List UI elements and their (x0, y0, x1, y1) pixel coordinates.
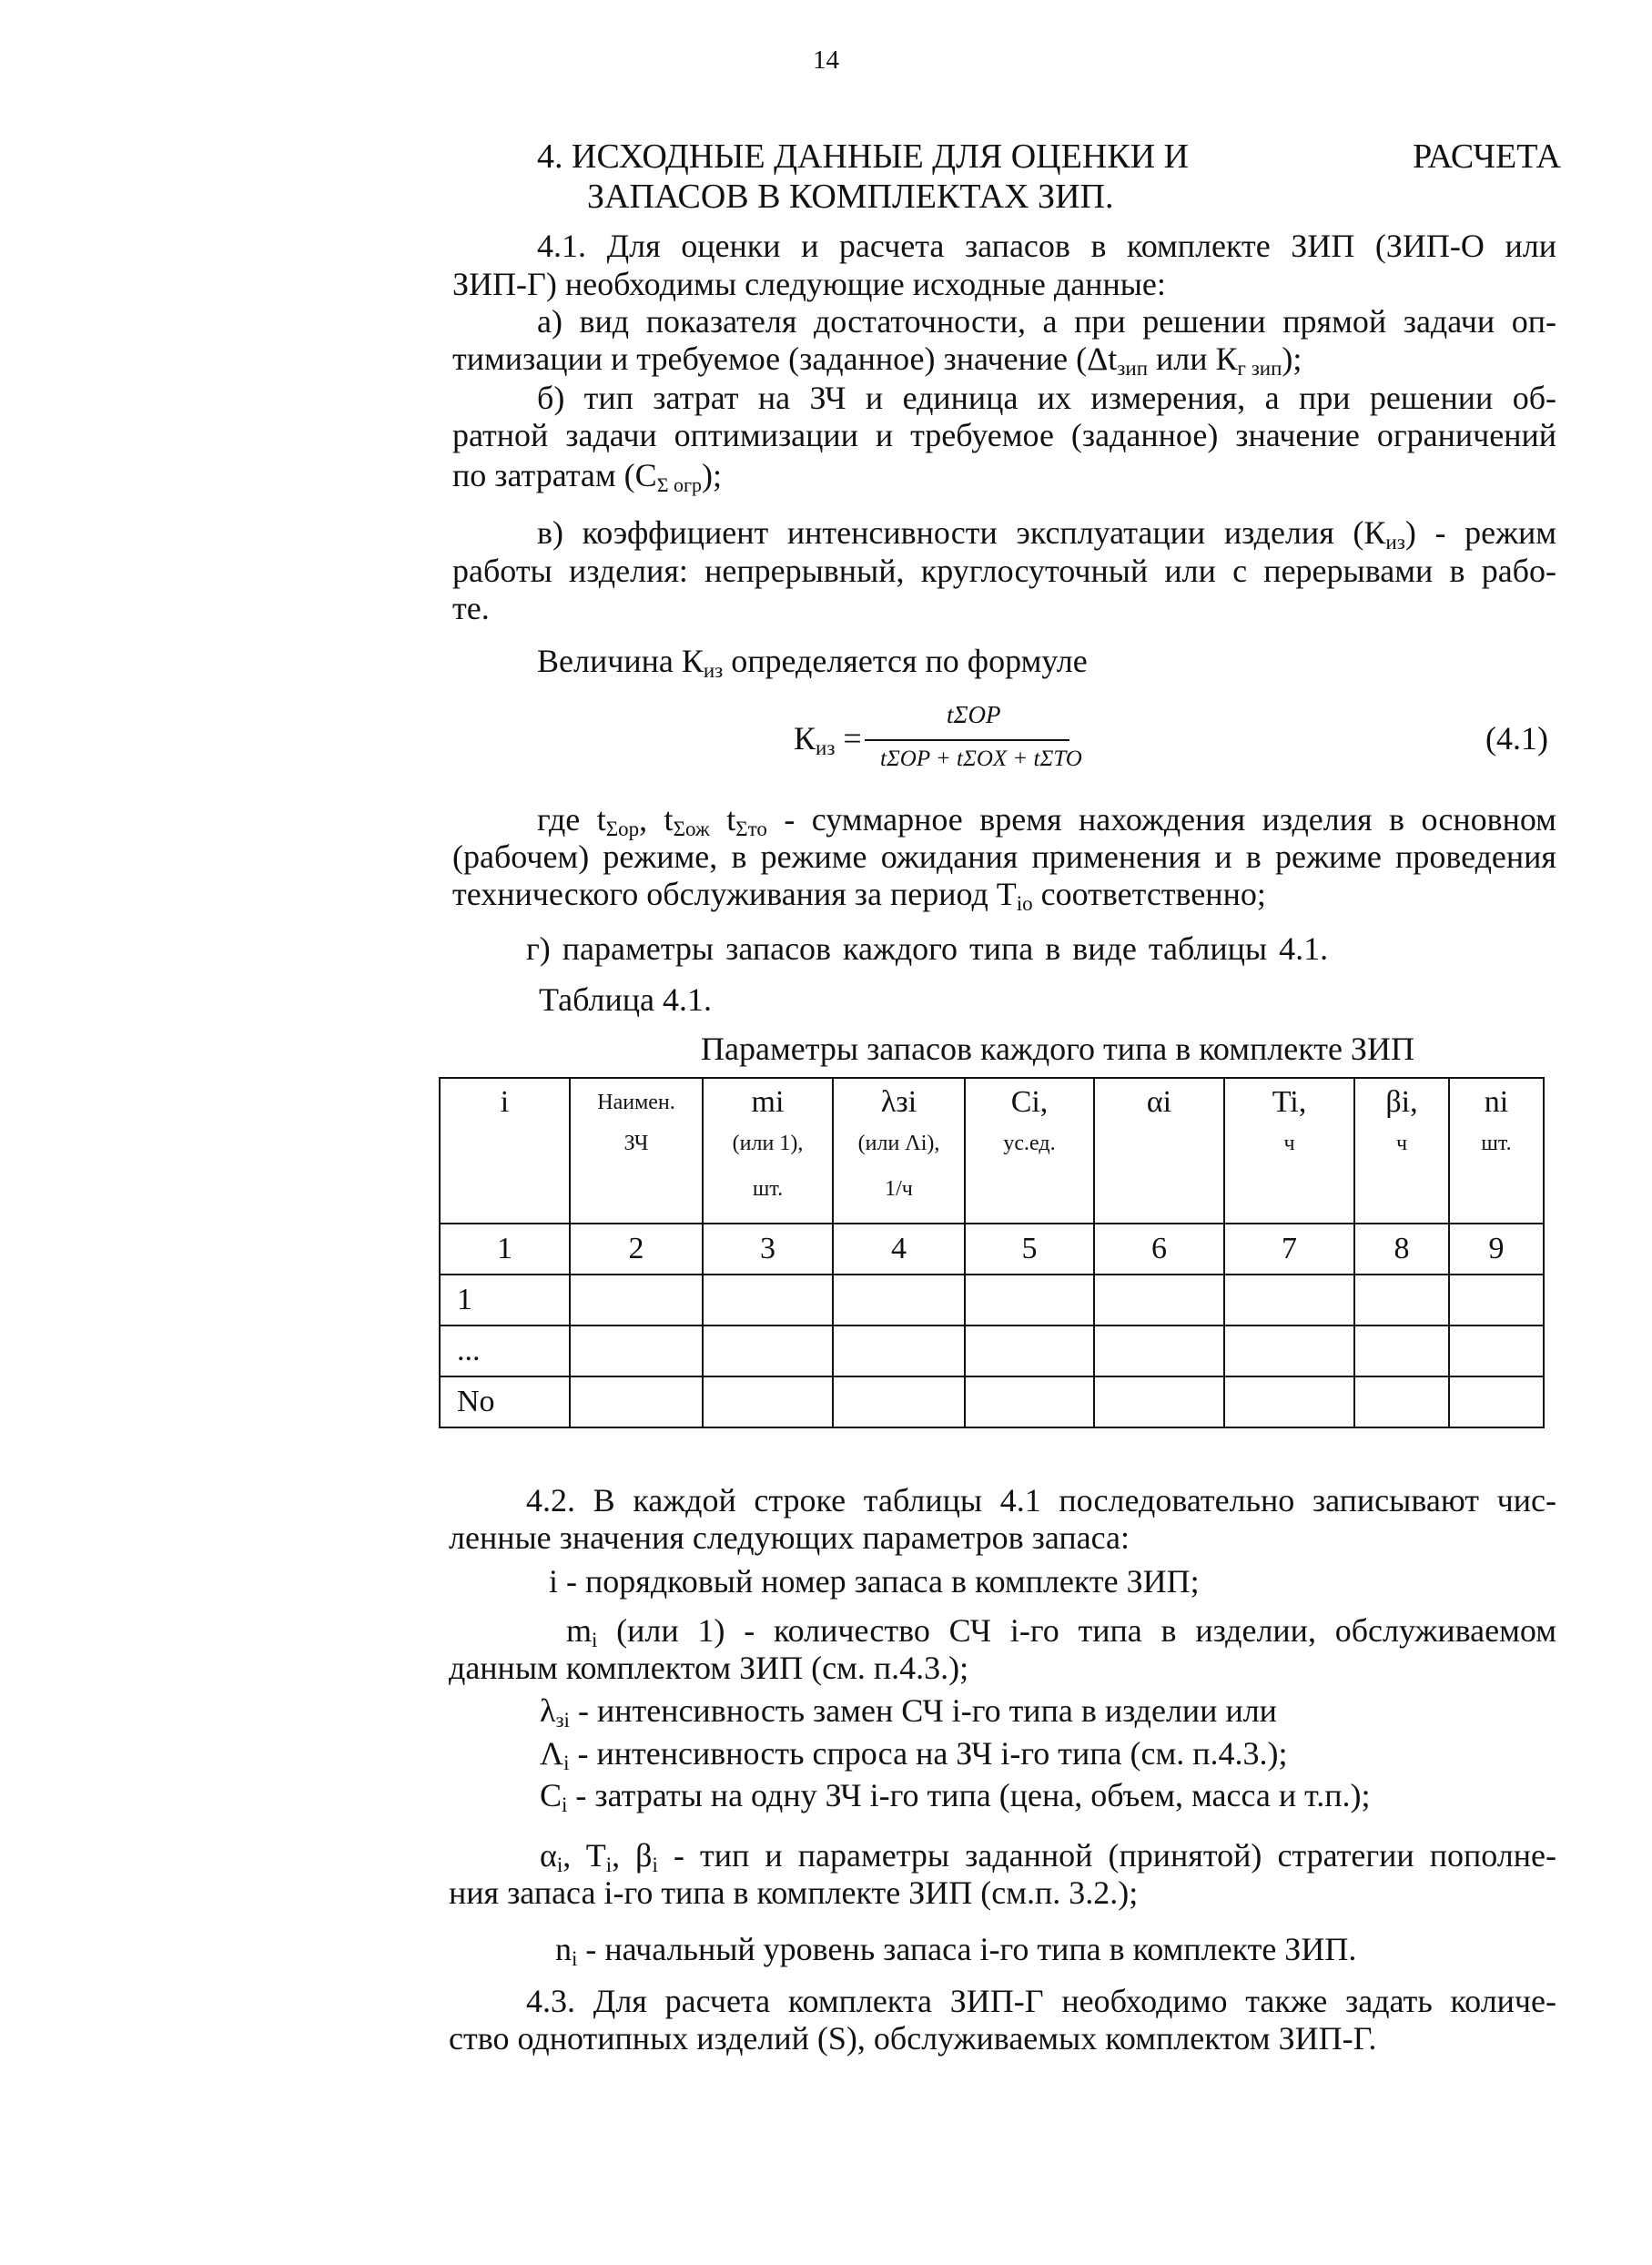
table-cell (1094, 1376, 1224, 1427)
where-line2: (рабочем) режиме, в режиме ожидания применения и в режиме проведения (452, 838, 1556, 875)
table-cell (1449, 1325, 1544, 1376)
p41-a-line2: тимизации и требуемое (заданное) значение ($\Delta t_{зип}$ или $К_{г зип}$); (452, 340, 1302, 380)
column-number: 2 (570, 1224, 703, 1275)
table-cell (1354, 1325, 1449, 1376)
table-row (440, 1376, 1544, 1427)
table-cell (1094, 1275, 1224, 1325)
header-cell: Ci, ус.ед. (965, 1078, 1094, 1224)
column-number: 3 (703, 1224, 833, 1275)
p43-line1: 4.3. Для расчета комплекта ЗИП-Г необходимо также задать количе- (526, 1983, 1556, 2019)
column-number-row (440, 1224, 1544, 1275)
p42-Lambda-line: $\Lambda_i$ - интенсивность спроса на ЗЧ i-го типа (см. п.4.3.); (540, 1735, 1288, 1774)
row-index: Nо (440, 1376, 570, 1427)
table-title: Параметры запасов каждого типа в комплекте ЗИП (701, 1031, 1414, 1067)
p42-m-line1: $m_i$ (или 1) - количество СЧ i-го типа в изделии, обслуживаемом (566, 1612, 1556, 1651)
p42-line1: 4.2. В каждой строке таблицы 4.1 последовательно записывают чис- (526, 1482, 1556, 1518)
fraction-bar (865, 739, 1069, 741)
p42-lambda-line: $\lambda_{зi}$ - интенсивность замен СЧ i-го типа в изделии или (540, 1692, 1277, 1732)
p41-line1: 4.1. Для оценки и расчета запасов в комплекте ЗИП (ЗИП-О или (537, 228, 1556, 264)
formula-lhs: $К_{из}$ = (794, 720, 862, 759)
p41-a-line1: а) вид показателя достаточности, а при решении прямой задачи оп- (537, 303, 1556, 340)
table-cell (1449, 1376, 1544, 1427)
table-cell (1224, 1275, 1354, 1325)
p41-b-line2: ратной задачи оптимизации и требуемое (заданное) значение ограничений (452, 417, 1556, 453)
heading-left: 4. ИСХОДНЫЕ ДАННЫЕ ДЛЯ ОЦЕНКИ И (537, 137, 1189, 176)
table-row (440, 1275, 1544, 1325)
header-cell: i (440, 1078, 570, 1224)
row-index: ... (440, 1325, 570, 1376)
column-number: 5 (965, 1224, 1094, 1275)
table-cell (703, 1275, 833, 1325)
table-header-row (440, 1078, 1544, 1224)
table-cell (1224, 1325, 1354, 1376)
page-number: 14 (813, 46, 839, 75)
where-line3: технического обслуживания за период $Т_{io}$ соответственно; (452, 876, 1266, 915)
column-number: 8 (1354, 1224, 1449, 1275)
g-line: г) параметры запасов каждого типа в виде таблицы 4.1. (526, 930, 1329, 967)
table-cell (965, 1275, 1094, 1325)
header-cell: αi (1094, 1078, 1224, 1224)
table-cell (833, 1275, 965, 1325)
section-heading-line1 (537, 137, 1561, 177)
table-cell (1354, 1376, 1449, 1427)
p42-line2: ленные значения следующих параметров запаса: (449, 1519, 1130, 1556)
table-label: Таблица 4.1. (539, 981, 712, 1018)
p42-a-line2: ния запаса i-го типа в комплекте ЗИП (см.п. 3.2.); (449, 1874, 1139, 1911)
p43-line2: ство однотипных изделий (S), обслуживаемых комплектом ЗИП-Г. (449, 2020, 1377, 2057)
column-number: 4 (833, 1224, 965, 1275)
table-row (440, 1325, 1544, 1376)
table-cell (570, 1325, 703, 1376)
column-number: 9 (1449, 1224, 1544, 1275)
table-cell (965, 1376, 1094, 1427)
header-cell: βi, ч (1354, 1078, 1449, 1224)
p41-c-line3: те. (452, 590, 490, 626)
column-number: 7 (1224, 1224, 1354, 1275)
p42-m-line2: данным комплектом ЗИП (см. п.4.3.); (449, 1650, 969, 1686)
table-cell (570, 1376, 703, 1427)
table-cell (570, 1275, 703, 1325)
p42-n-line: $n_i$ - начальный уровень запаса i-го типа в комплекте ЗИП. (555, 1931, 1357, 1970)
formula-number: (4.1) (1485, 720, 1548, 757)
table-cell (1354, 1275, 1449, 1325)
header-cell: Ti, ч (1224, 1078, 1354, 1224)
table-cell (703, 1325, 833, 1376)
p42-a-line1: $\alpha_i$, $T_i$, $\beta_i$ - тип и параметры заданной (принятой) стратегии пополне- (540, 1837, 1556, 1876)
section-heading-line2: ЗАПАСОВ В КОМПЛЕКТАХ ЗИП. (587, 178, 1114, 216)
table-cell (833, 1376, 965, 1427)
p42-c-line: $C_i$ - затраты на одну ЗЧ i-го типа (цена, объем, масса и т.п.); (540, 1777, 1371, 1816)
header-cell: Наимен. ЗЧ (570, 1078, 703, 1224)
p41-b-line3: по затратам (СΣ огр); (452, 457, 723, 496)
table-cell (965, 1325, 1094, 1376)
p42-i-line: i - порядковый номер запаса в комплекте ЗИП; (549, 1563, 1200, 1600)
p41-c-line2: работы изделия: непрерывный, круглосуточный или с перерывами в рабо- (452, 553, 1556, 589)
formula-numerator: tΣOP (947, 701, 1001, 728)
header-cell: mi (или 1), шт. (703, 1078, 833, 1224)
params-table (439, 1077, 1545, 1428)
formula-denominator: tΣOP + tΣOX + tΣTO (880, 747, 1082, 771)
column-number: 6 (1094, 1224, 1224, 1275)
where-line1: где $t_{\Sigma ор}$, $t_{\Sigma ож}$ $t_{\Sigma то}$ - суммарное время нахождения изделия в основном (537, 801, 1556, 840)
p41-k-line: Величина $К_{из}$ определяется по формуле (537, 643, 1088, 682)
header-cell: λзi (или Λi), 1/ч (833, 1078, 965, 1224)
p41-b-line1: б) тип затрат на ЗЧ и единица их измерения, а при решении об- (537, 380, 1556, 416)
table-cell (703, 1376, 833, 1427)
table-cell (1094, 1325, 1224, 1376)
column-number: 1 (440, 1224, 570, 1275)
heading-right: РАСЧЕТА (1413, 137, 1561, 176)
header-cell: ni шт. (1449, 1078, 1544, 1224)
table-cell (1449, 1275, 1544, 1325)
row-index: 1 (440, 1275, 570, 1325)
p41-line2: ЗИП-Г) необходимы следующие исходные данные: (452, 266, 1166, 302)
p41-c-line1: в) коэффициент интенсивности эксплуатации изделия $(К_{из})$ - режим (537, 514, 1556, 554)
table-cell (833, 1325, 965, 1376)
table-cell (1224, 1376, 1354, 1427)
